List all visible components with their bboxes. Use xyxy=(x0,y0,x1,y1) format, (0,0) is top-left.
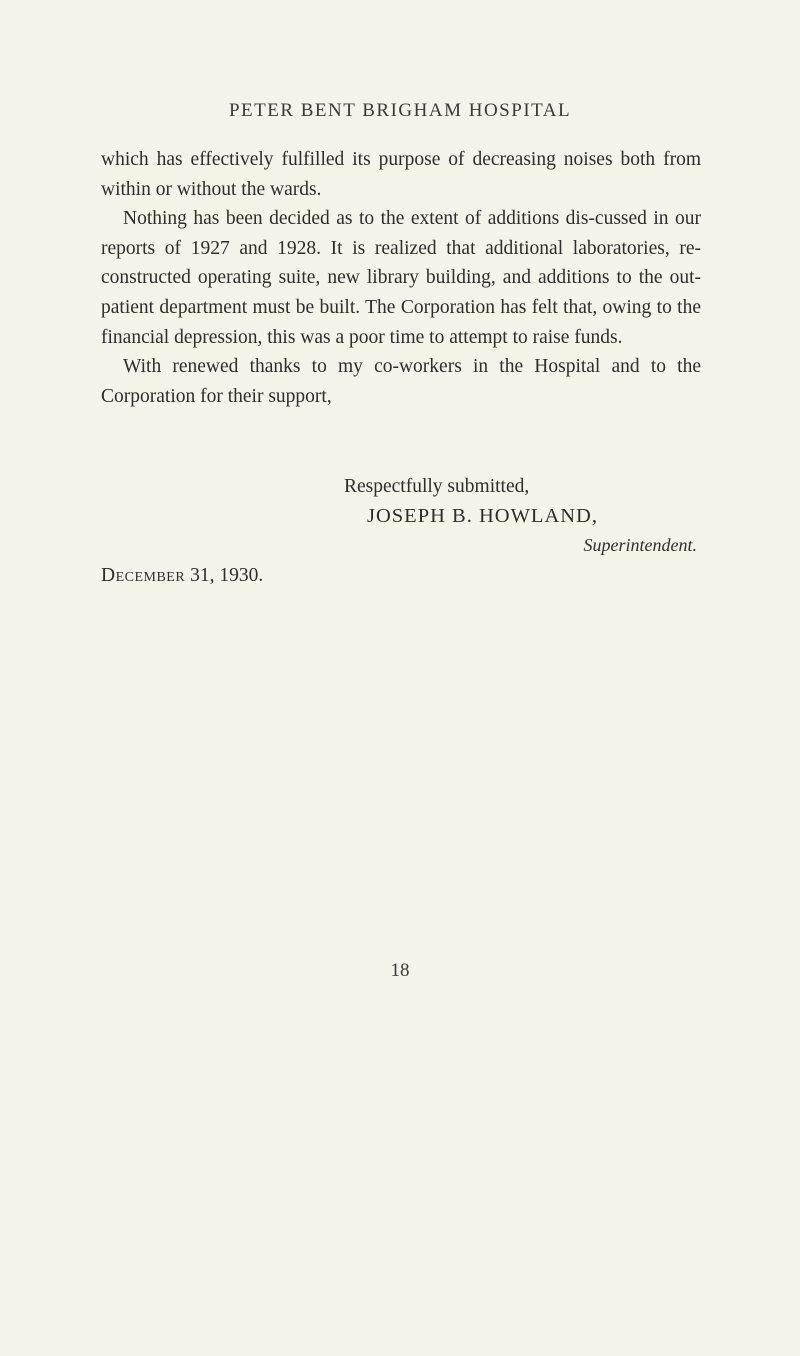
page-number: 18 xyxy=(390,960,410,981)
signer-name: JOSEPH B. HOWLAND, xyxy=(367,504,598,527)
paragraph-additions: Nothing has been decided as to the extent of additions dis-cussed in our reports of 1927 and 1928. It is realized that additional laboratories, re-constructed operating suite, new library building, and additions to the out-patient department must be built. The Corporation has felt that, owing to the financial depression, this was a poor time to attempt to raise funds. xyxy=(101,208,701,348)
body-text xyxy=(101,145,701,411)
letter-date-rest: 31, 1930. xyxy=(185,564,264,586)
running-head: PETER BENT BRIGHAM HOSPITAL xyxy=(228,100,572,121)
letter-date xyxy=(101,561,701,591)
paragraph-thanks: With renewed thanks to my co-workers in the Hospital and to the Corporation for their support, xyxy=(101,356,701,407)
signer-title: Superintendent. xyxy=(583,535,697,556)
closing-respectfully: Respectfully submitted, xyxy=(344,476,530,497)
letter-date-month: December xyxy=(101,564,186,586)
closing-block xyxy=(101,472,701,590)
paragraph-continuation: which has effectively fulfilled its purpose of decreasing noises both from within or without the wards. xyxy=(101,149,701,200)
